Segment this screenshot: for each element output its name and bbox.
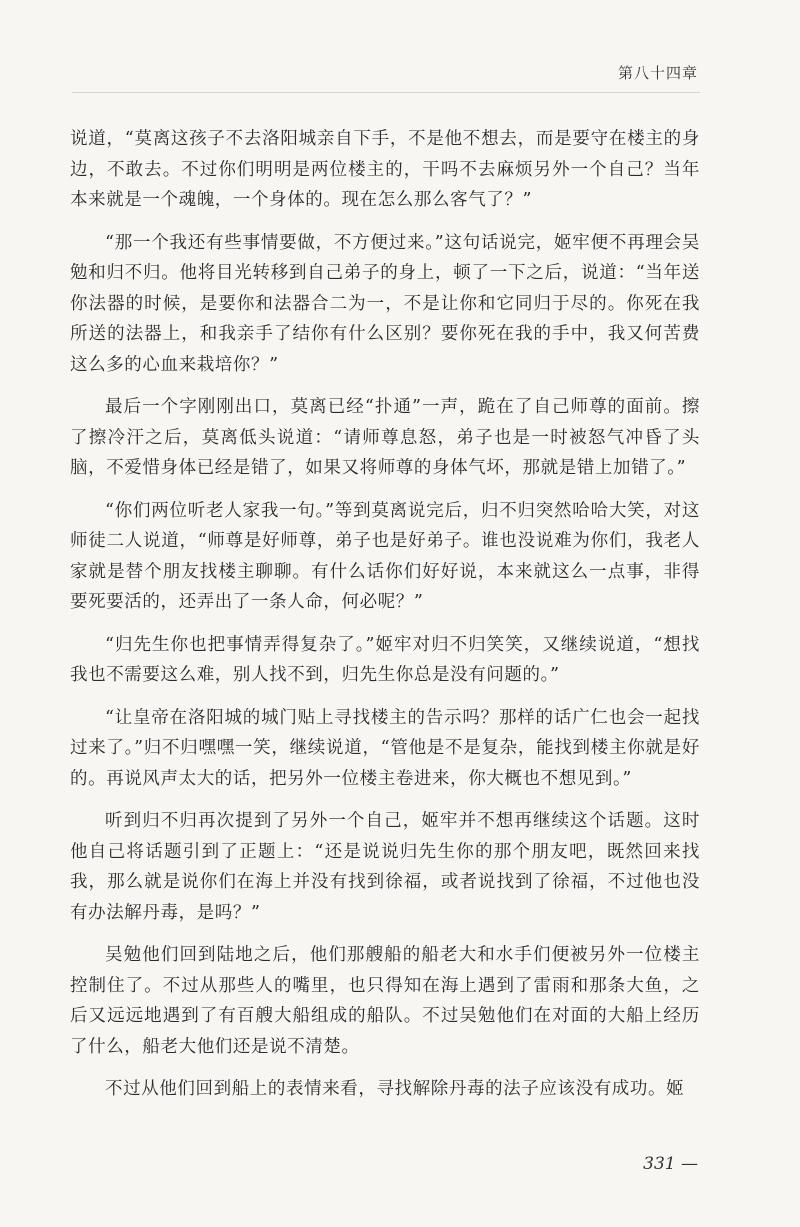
paragraph: 说道，“莫离这孩子不去洛阳城亲自下手，不是他不想去，而是要守在楼主的身边，不敢去。不过你们明明是两位楼主的，干吗不去麻烦另外一个自己？当年本来就是一个魂魄，一个身体的。现在怎么那么客气了？” (70, 129, 700, 210)
paragraph: “你们两位听老人家我一句。”等到莫离说完后，归不归突然哈哈大笑，对这师徒二人说道，“师尊是好师尊，弟子也是好弟子。谁也没说难为你们，我老人家就是替个朋友找楼主聊聊。有什么话你们好好说，本来就这么一点事，非得要死要活的，还弄出了一条人命，何必呢？” (70, 500, 700, 612)
header-divider (72, 92, 700, 93)
page-number: 331 — (643, 1154, 698, 1174)
paragraph: “让皇帝在洛阳城的城门贴上寻找楼主的告示吗？那样的话广仁也会一起找过来了。”归不归嘿嘿一笑，继续说道，“管他是不是复杂，能找到楼主你就是好的。再说风声太大的话，把另外一位楼主卷进来，你大概也不想见到。” (70, 707, 700, 789)
chapter-header: 第八十四章 (617, 64, 698, 82)
paragraph: 听到归不归再次提到了另外一个自己，姬牢并不想再继续这个话题。这时他自己将话题引到了正题上：“还是说说归先生你的那个朋友吧，既然回来找我，那么就是说你们在海上并没有找到徐福，或者说找到了徐福，不过他也没有办法解丹毒，是吗？” (70, 811, 700, 923)
body-text (70, 124, 700, 1117)
paragraph: “归先生你也把事情弄得复杂了。”姬牢对归不归笑笑，又继续说道，“想找我也不需要这么难，别人找不到，归先生你总是没有问题的。” (70, 634, 700, 685)
paragraph: 最后一个字刚刚出口，莫离已经“扑通”一声，跪在了自己师尊的面前。擦了擦冷汗之后，莫离低头说道：“请师尊息怒，弟子也是一时被怒气冲昏了头脑，不爱惜身体已经是错了，如果又将师尊的身体气坏，那就是错上加错了。” (70, 397, 700, 478)
paragraph: 吴勉他们回到陆地之后，他们那艘船的船老大和水手们便被另外一位楼主控制住了。不过从那些人的嘴里，也只得知在海上遇到了雷雨和那条大鱼，之后又远远地遇到了有百艘大船组成的船队。不过吴勉他们在对面的大船上经历了什么，船老大他们还是说不清楚。 (70, 945, 700, 1057)
paragraph: “那一个我还有些事情要做，不方便过来。”这句话说完，姬牢便不再理会吴勉和归不归。他将目光转移到自己弟子的身上，顿了一下之后，说道：“当年送你法器的时候，是要你和法器合二为一，不是让你和它同归于尽的。你死在我所送的法器上，和我亲手了结你有什么区别？要你死在我的手中，我又何苦费这么多的心血来栽培你？” (70, 232, 700, 375)
paragraph: 不过从他们回到船上的表情来看，寻找解除丹毒的法子应该没有成功。姬 (105, 1079, 685, 1099)
